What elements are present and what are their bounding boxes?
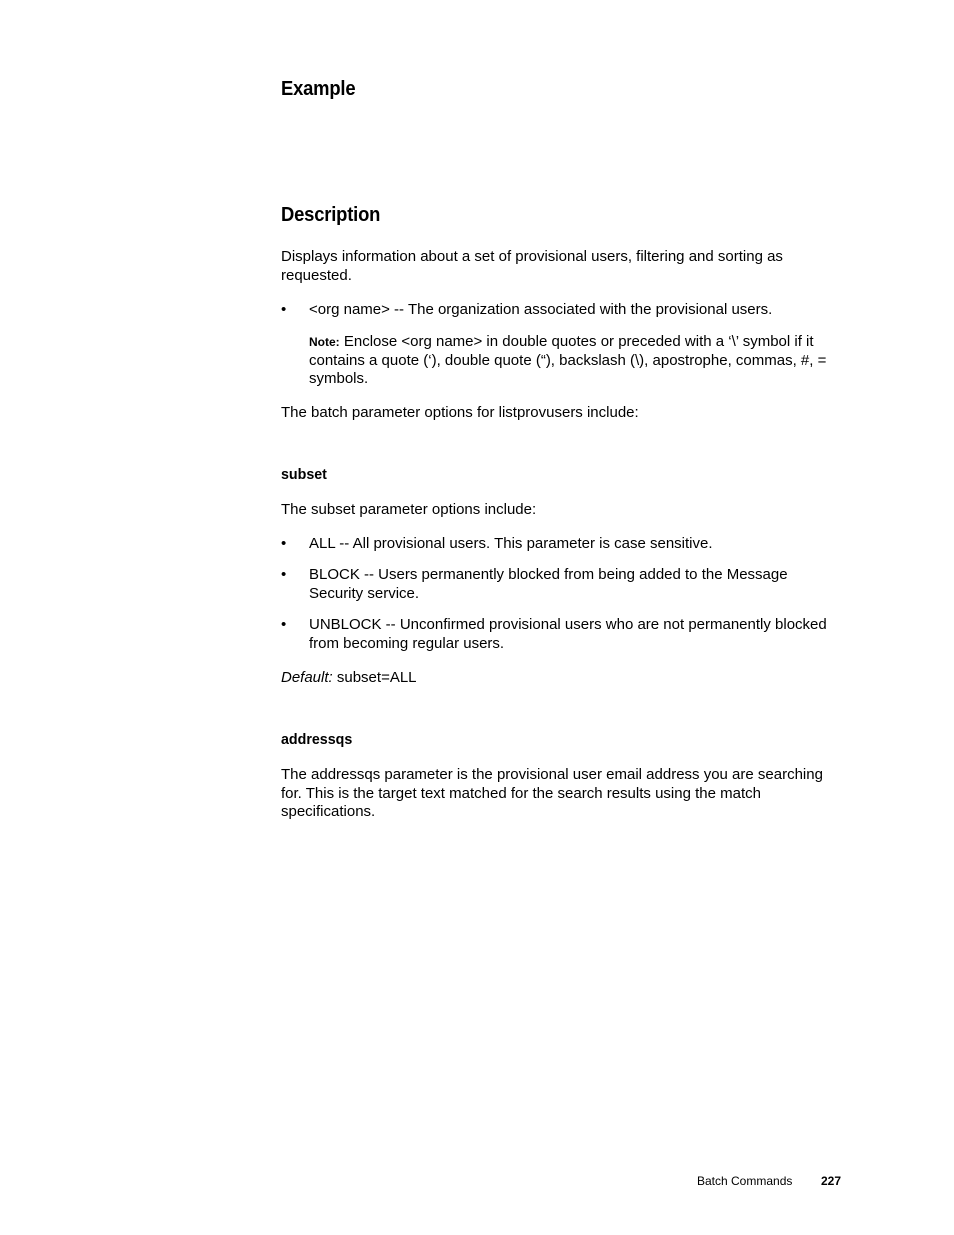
- bullet-text: <org name> -- The organization associated with the provisional users.: [309, 301, 773, 318]
- addressqs-heading: addressqs: [281, 731, 353, 748]
- description-heading: Description: [281, 204, 381, 226]
- default-value: subset=ALL: [332, 669, 417, 686]
- default-label: Default:: [281, 669, 333, 686]
- subset-heading: subset: [281, 466, 327, 483]
- subset-default: [281, 669, 846, 688]
- bullet-text: BLOCK -- Users permanently blocked from being added to the Message Security service.: [309, 566, 788, 602]
- bullet-marker: •: [281, 616, 287, 633]
- subset-intro: The subset parameter options include:: [281, 501, 537, 518]
- note-label: Note:: [309, 335, 340, 349]
- options-intro: The batch parameter options for listprovusers include:: [281, 404, 639, 421]
- bullet-text: ALL -- All provisional users. This parameter is case sensitive.: [309, 535, 713, 552]
- footer-section-title: Batch Commands: [697, 1174, 793, 1188]
- page-number: 227: [821, 1174, 842, 1188]
- bullet-marker: •: [281, 535, 287, 552]
- addressqs-text: The addressqs parameter is the provisional user email address you are searching for. This is the target text matched for the search results using the match specifications.: [281, 766, 823, 820]
- bullet-text: UNBLOCK -- Unconfirmed provisional users who are not permanently blocked from becoming regular users.: [309, 616, 827, 652]
- note-block: [309, 333, 844, 389]
- description-intro: Displays information about a set of provisional users, filtering and sorting as requested.: [281, 248, 783, 284]
- bullet-marker: •: [281, 566, 287, 583]
- example-heading: Example: [281, 78, 356, 100]
- note-text: Enclose <org name> in double quotes or preceded with a ‘\’ symbol if it contains a quote (‘), double quote (“), backslash (\), apostrophe, commas, #, = symbols.: [309, 333, 827, 387]
- bullet-marker: •: [281, 301, 287, 318]
